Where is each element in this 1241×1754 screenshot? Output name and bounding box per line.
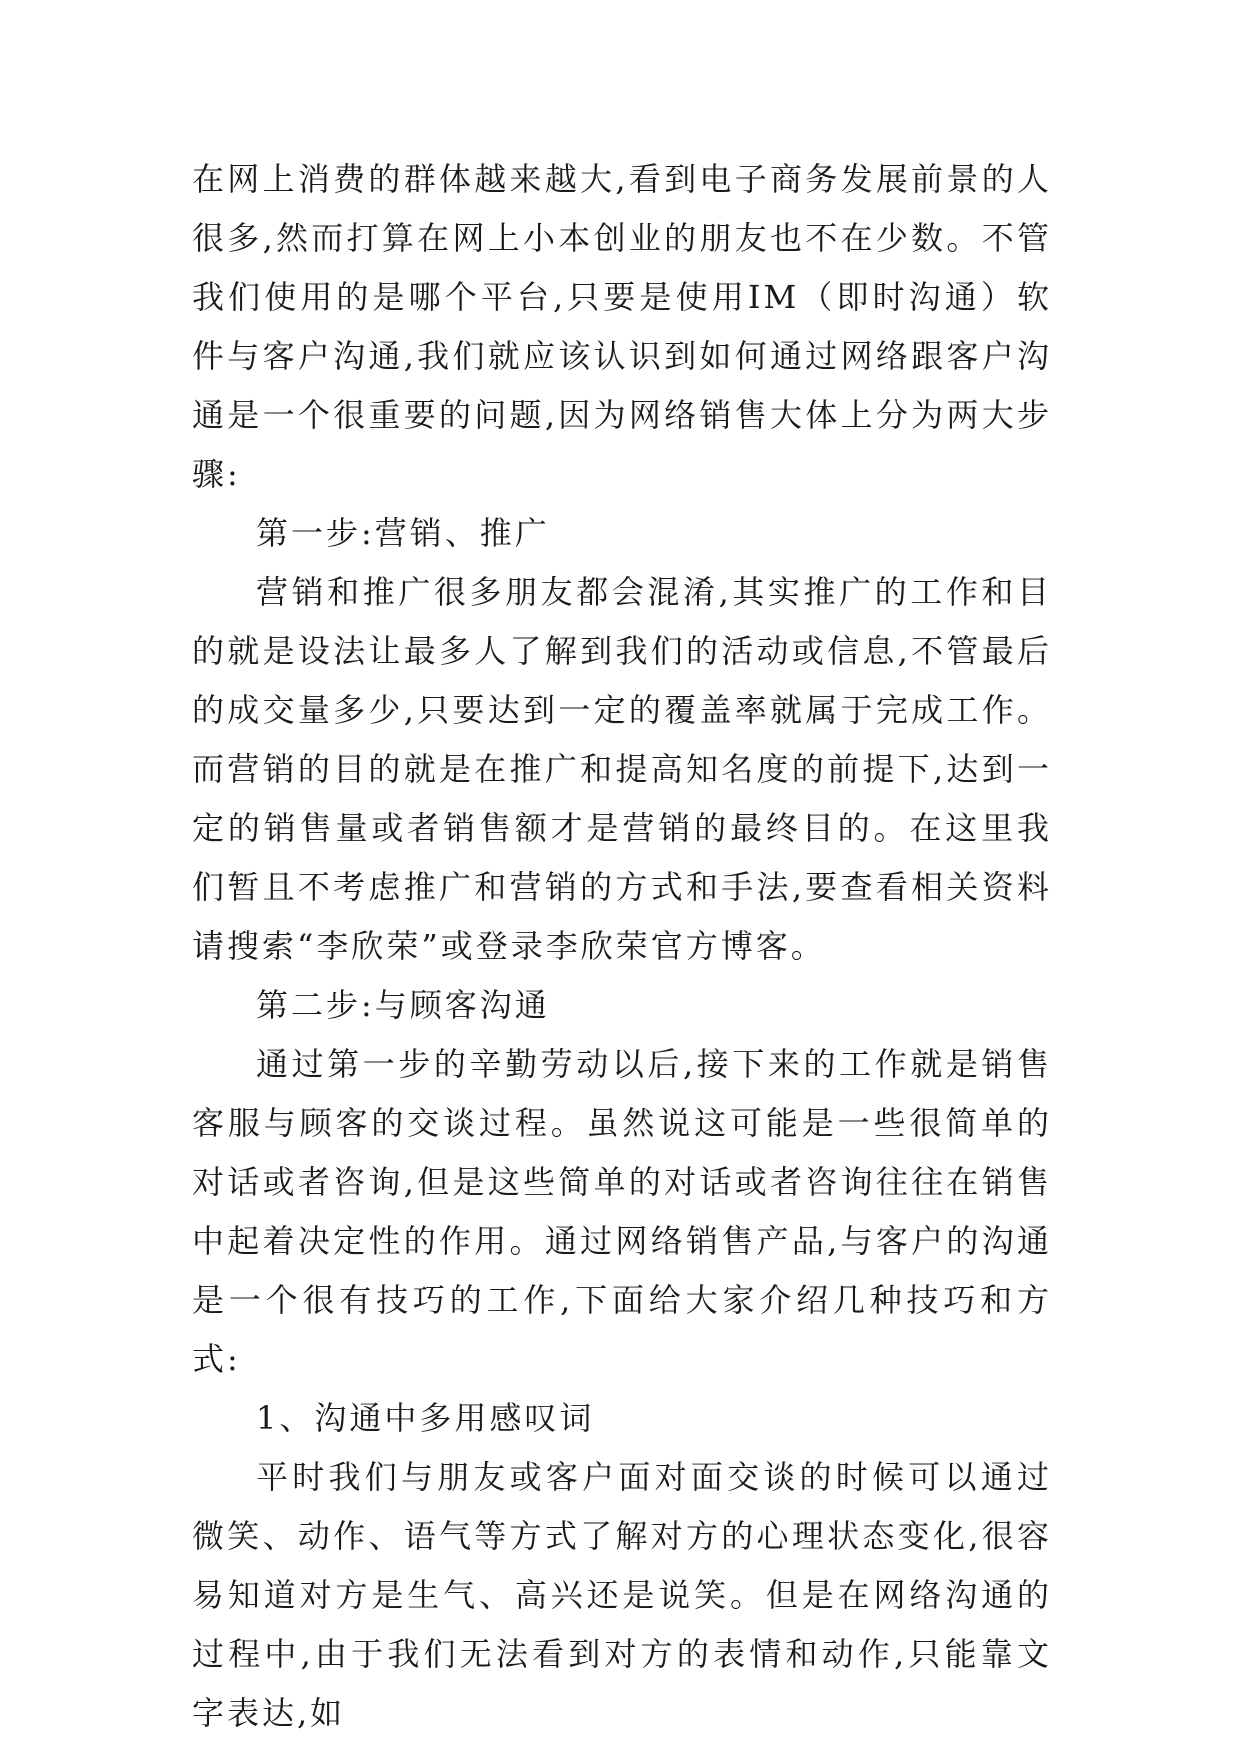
heading-step-two: 第二步:与顾客沟通 — [256, 986, 550, 1024]
paragraph-marketing: 营销和推广很多朋友都会混淆,其实推广的工作和目的就是设法让最多人了解到我们的活动或信息,不管最后的成交量多少,只要达到一定的覆盖率就属于完成工作。而营销的目的就是在推广和提高知名度的前提下,达到一定的销售量或者销售额才是营销的最终目的。在这里我们暂且不考虑推广和营销的方式和手法,要查看相关资料请搜索“李欣荣”或登录李欣荣官方博客。 — [192, 573, 1052, 965]
document-body — [192, 150, 1052, 1743]
paragraph-communication: 通过第一步的辛勤劳动以后,接下来的工作就是销售客服与顾客的交谈过程。虽然说这可能是一些很简单的对话或者咨询,但是这些简单的对话或者咨询往往在销售中起着决定性的作用。通过网络销售产品,与客户的沟通是一个很有技巧的工作,下面给大家介绍几种技巧和方式: — [192, 1045, 1052, 1378]
heading-tip-one: 1、沟通中多用感叹词 — [256, 1399, 595, 1437]
paragraph-intro: 在网上消费的群体越来越大,看到电子商务发展前景的人很多,然而打算在网上小本创业的朋友也不在少数。不管我们使用的是哪个平台,只要是使用IM（即时沟通）软件与客户沟通,我们就应该认识到如何通过网络跟客户沟通是一个很重要的问题,因为网络销售大体上分为两大步骤: — [192, 160, 1052, 493]
paragraph-interjections: 平时我们与朋友或客户面对面交谈的时候可以通过微笑、动作、语气等方式了解对方的心理状态变化,很容易知道对方是生气、高兴还是说笑。但是在网络沟通的过程中,由于我们无法看到对方的表情和动作,只能靠文字表达,如 — [192, 1458, 1052, 1732]
heading-step-one: 第一步:营销、推广 — [256, 514, 550, 552]
